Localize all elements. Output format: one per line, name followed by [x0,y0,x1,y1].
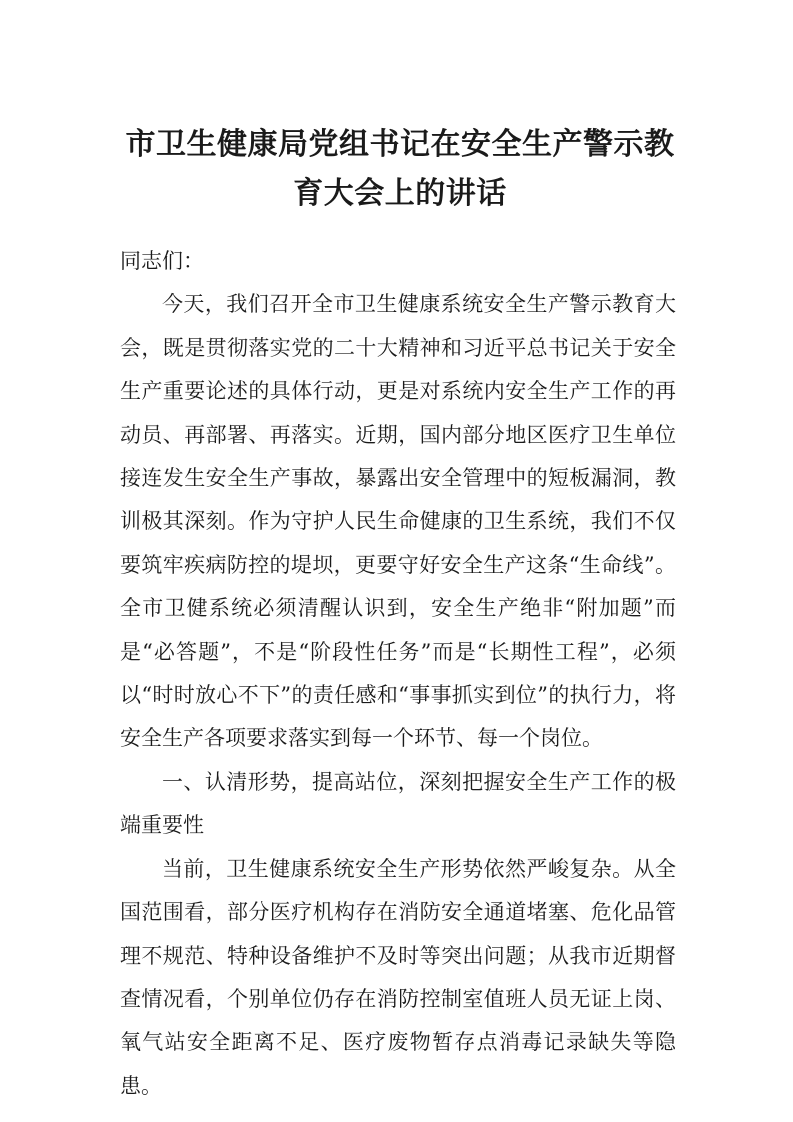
paragraph-situation: 当前，卫生健康系统安全生产形势依然严峻复杂。从全国范围看，部分医疗机构存在消防安全通道堵塞、危化品管理不规范、特种设备维护不及时等突出问题；从我市近期督查情况看，个别单位仍存在消防控制室值班人员无证上岗、氧气站安全距离不足、医疗废物暂存点消毒记录缺失等隐患。 [120,856,676,1098]
salutation: 同志们： [120,249,204,273]
document-body [120,240,676,1108]
section-heading-1: 一、认清形势，提高站位，深刻把握安全生产工作的极端重要性 [120,769,676,838]
paragraph-opening: 今天，我们召开全市卫生健康系统安全生产警示教育大会，既是贯彻落实党的二十大精神和习近平总书记关于安全生产重要论述的具体行动，更是对系统内安全生产工作的再动员、再部署、再落实。近期，国内部分地区医疗卫生单位接连发生安全生产事故，暴露出安全管理中的短板漏洞，教训极其深刻。作为守护人民生命健康的卫生系统，我们不仅要筑牢疾病防控的堤坝，更要守好安全生产这条“生命线”。全市卫健系统必须清醒认识到，安全生产绝非“附加题”而是“必答题”，不是“阶段性任务”而是“长期性工程”，必须以“时时放心不下”的责任感和“事事抓实到位”的执行力，将安全生产各项要求落实到每一个环节、每一个岗位。 [120,292,676,751]
document-title-line-1: 市卫生健康局党组书记在安全生产警示教 [125,127,675,162]
document-title-line-2: 育大会上的讲话 [293,176,507,211]
